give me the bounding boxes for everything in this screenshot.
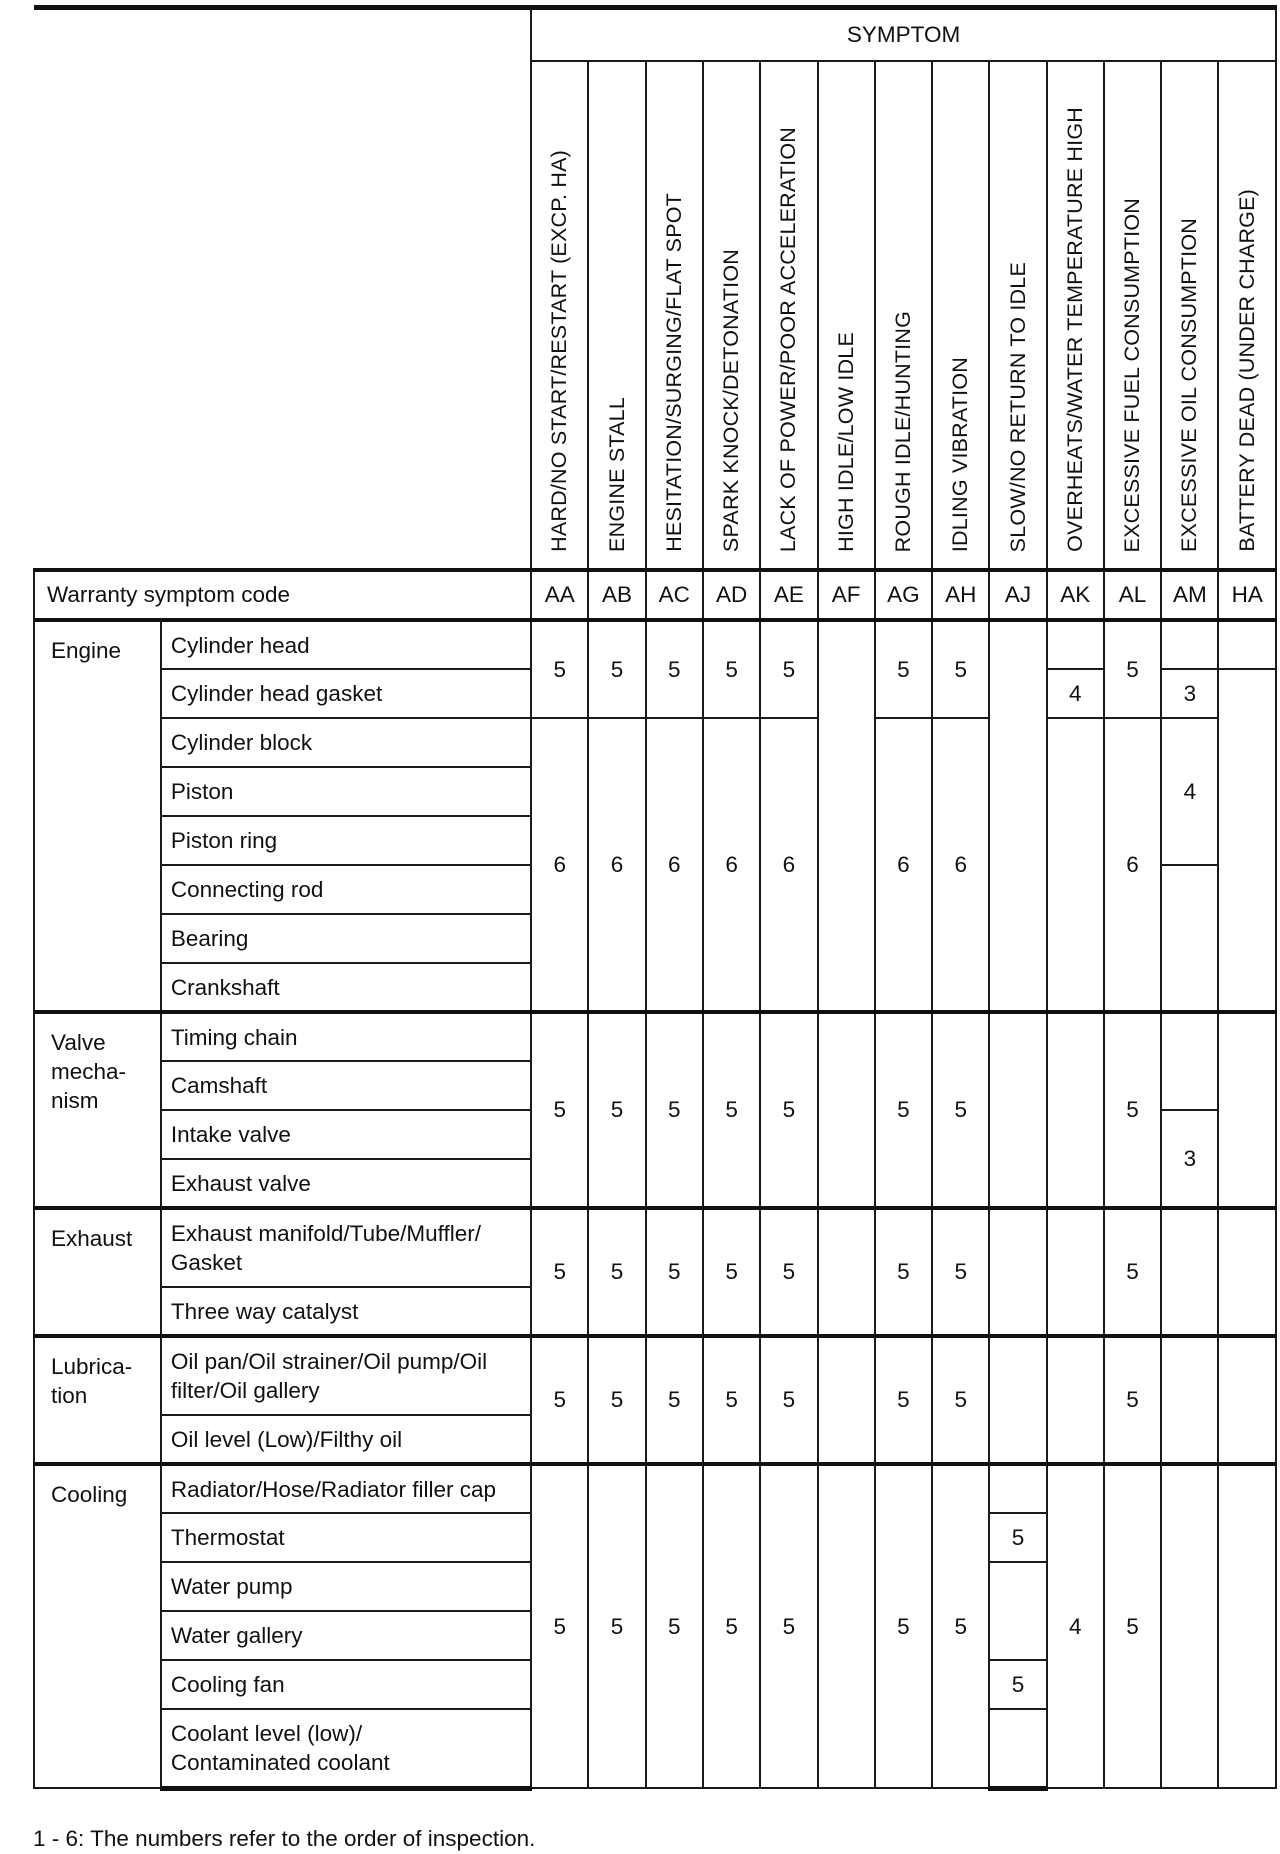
- empty-cell: [1161, 1336, 1218, 1464]
- symptom-header-af: [818, 61, 875, 570]
- value-cell: 5: [1104, 1208, 1161, 1336]
- item-cooling-fan: Cooling fan: [161, 1660, 531, 1709]
- value-cell: 5: [760, 1208, 817, 1336]
- value-cell: 4: [1161, 718, 1218, 865]
- value-cell: 5: [703, 1012, 760, 1208]
- symptom-label: HARD/NO START/RESTART (EXCP. HA): [547, 150, 572, 552]
- empty-cell: [989, 1562, 1046, 1660]
- item-timing-chain: Timing chain: [161, 1012, 531, 1061]
- code-af: AF: [818, 570, 875, 620]
- value-cell: 4: [1047, 1464, 1104, 1788]
- value-cell: 5: [760, 1012, 817, 1208]
- empty-cell: [1161, 865, 1218, 1012]
- empty-cell: [1218, 1012, 1276, 1208]
- item-thermostat: Thermostat: [161, 1513, 531, 1562]
- item-cylinder-head-gasket: Cylinder head gasket: [161, 669, 531, 718]
- value-cell: 5: [646, 1208, 703, 1336]
- symptom-header-ac: [646, 61, 703, 570]
- value-cell: 6: [531, 718, 588, 1012]
- value-cell: 5: [989, 1660, 1046, 1709]
- symptom-header-am: [1161, 61, 1218, 570]
- value-cell: 5: [932, 1208, 989, 1336]
- code-ad: AD: [703, 570, 760, 620]
- empty-cell: [1047, 1208, 1104, 1336]
- value-cell: 6: [1104, 718, 1161, 1012]
- value-cell: 4: [1047, 669, 1104, 718]
- value-cell: 6: [760, 718, 817, 1012]
- value-cell: 5: [875, 1464, 932, 1788]
- value-cell: 5: [531, 1336, 588, 1464]
- symptom-header-ha: [1218, 61, 1276, 570]
- symptom-label: SLOW/NO RETURN TO IDLE: [1005, 261, 1030, 552]
- value-cell: 5: [703, 1208, 760, 1336]
- symptom-label: BATTERY DEAD (UNDER CHARGE): [1234, 189, 1259, 552]
- value-cell: 6: [932, 718, 989, 1012]
- code-ah: AH: [932, 570, 989, 620]
- code-aj: AJ: [989, 570, 1046, 620]
- code-aa: AA: [531, 570, 588, 620]
- symptom-label: HIGH IDLE/LOW IDLE: [833, 332, 858, 552]
- item-cylinder-head: Cylinder head: [161, 620, 531, 669]
- value-cell: 5: [646, 1012, 703, 1208]
- empty-cell: [989, 620, 1046, 1012]
- item-connecting-rod: Connecting rod: [161, 865, 531, 914]
- value-cell: 6: [646, 718, 703, 1012]
- item-oil-pan: Oil pan/Oil strainer/Oil pump/Oil filter/Oil gallery: [161, 1336, 531, 1415]
- value-cell: 5: [1104, 620, 1161, 718]
- corner-blank: [34, 8, 531, 571]
- symptom-header-aa: [531, 61, 588, 570]
- symptom-header-ak: [1047, 61, 1104, 570]
- value-cell: 5: [932, 1464, 989, 1788]
- footnote: 1 - 6: The numbers refer to the order of inspection.: [33, 1826, 536, 1851]
- value-cell: 5: [703, 1464, 760, 1788]
- empty-cell: [1161, 1208, 1218, 1336]
- symptom-label: EXCESSIVE FUEL CONSUMPTION: [1120, 197, 1145, 552]
- symptom-label: HESITATION/SURGING/FLAT SPOT: [661, 193, 686, 552]
- empty-cell: [1161, 620, 1218, 669]
- value-cell: 5: [760, 1464, 817, 1788]
- value-cell: 6: [875, 718, 932, 1012]
- value-cell: 5: [760, 1336, 817, 1464]
- item-coolant-level: Coolant level (low)/ Contaminated coolant: [161, 1709, 531, 1788]
- item-piston: Piston: [161, 767, 531, 816]
- value-cell: 5: [932, 1336, 989, 1464]
- empty-cell: [989, 1012, 1046, 1208]
- value-cell: 5: [588, 1336, 645, 1464]
- empty-cell: [1218, 669, 1276, 1012]
- item-cylinder-block: Cylinder block: [161, 718, 531, 767]
- empty-cell: [1218, 1208, 1276, 1336]
- empty-cell: [1047, 620, 1104, 669]
- value-cell: 5: [1104, 1336, 1161, 1464]
- code-ab: AB: [588, 570, 645, 620]
- symptom-header-ae: [760, 61, 817, 570]
- warranty-code-label: Warranty symptom code: [34, 570, 531, 620]
- item-camshaft: Camshaft: [161, 1061, 531, 1110]
- symptom-label: SPARK KNOCK/DETONATION: [719, 248, 744, 552]
- symptom-label: ENGINE STALL: [604, 397, 629, 552]
- empty-cell: [989, 1709, 1046, 1788]
- category-cooling: Cooling: [34, 1464, 161, 1788]
- value-cell: 5: [932, 620, 989, 718]
- value-cell: 5: [531, 1208, 588, 1336]
- item-intake-valve: Intake valve: [161, 1110, 531, 1159]
- value-cell: 3: [1161, 669, 1218, 718]
- value-cell: 5: [875, 1336, 932, 1464]
- value-cell: 5: [646, 1336, 703, 1464]
- empty-cell: [1218, 1336, 1276, 1464]
- category-lubrication: Lubrica- tion: [34, 1336, 161, 1464]
- value-cell: 6: [588, 718, 645, 1012]
- value-cell: 5: [875, 620, 932, 718]
- value-cell: 5: [588, 620, 645, 718]
- symptom-label: ROUGH IDLE/HUNTING: [890, 310, 915, 552]
- item-crankshaft: Crankshaft: [161, 963, 531, 1012]
- item-exhaust-valve: Exhaust valve: [161, 1159, 531, 1208]
- item-piston-ring: Piston ring: [161, 816, 531, 865]
- empty-cell: [989, 1336, 1046, 1464]
- value-cell: 5: [646, 1464, 703, 1788]
- symptom-inspection-table: [33, 5, 1277, 1791]
- code-ak: AK: [1047, 570, 1104, 620]
- value-cell: 5: [531, 620, 588, 718]
- empty-cell: [818, 1464, 875, 1788]
- symptom-label: OVERHEATS/WATER TEMPERATURE HIGH: [1062, 107, 1087, 552]
- symptom-title: SYMPTOM: [531, 8, 1276, 62]
- value-cell: 5: [1104, 1464, 1161, 1788]
- empty-cell: [818, 1336, 875, 1464]
- value-cell: 5: [588, 1012, 645, 1208]
- value-cell: 5: [588, 1464, 645, 1788]
- empty-cell: [989, 1208, 1046, 1336]
- empty-cell: [1047, 1336, 1104, 1464]
- empty-cell: [1047, 1012, 1104, 1208]
- empty-cell: [818, 1012, 875, 1208]
- symptom-header-al: [1104, 61, 1161, 570]
- empty-cell: [818, 1208, 875, 1336]
- empty-cell: [818, 620, 875, 1012]
- value-cell: 5: [760, 620, 817, 718]
- item-oil-level: Oil level (Low)/Filthy oil: [161, 1415, 531, 1464]
- empty-cell: [1218, 1464, 1276, 1788]
- empty-cell: [1218, 620, 1276, 669]
- value-cell: 5: [1104, 1012, 1161, 1208]
- value-cell: 5: [531, 1012, 588, 1208]
- item-bearing: Bearing: [161, 914, 531, 963]
- value-cell: 5: [531, 1464, 588, 1788]
- empty-cell: [989, 1464, 1046, 1513]
- symptom-header-aj: [989, 61, 1046, 570]
- item-radiator: Radiator/Hose/Radiator filler cap: [161, 1464, 531, 1513]
- empty-cell: [1161, 1012, 1218, 1110]
- category-valve-mechanism: Valve mecha- nism: [34, 1012, 161, 1208]
- value-cell: 5: [646, 620, 703, 718]
- empty-cell: [1047, 718, 1104, 1012]
- empty-cell: [1161, 1464, 1218, 1788]
- item-water-pump: Water pump: [161, 1562, 531, 1611]
- value-cell: 5: [932, 1012, 989, 1208]
- symptom-header-ah: [932, 61, 989, 570]
- symptom-header-ad: [703, 61, 760, 570]
- code-ha: HA: [1218, 570, 1276, 620]
- value-cell: 5: [703, 1336, 760, 1464]
- symptom-header-ag: [875, 61, 932, 570]
- item-water-gallery: Water gallery: [161, 1611, 531, 1660]
- code-ae: AE: [760, 570, 817, 620]
- symptom-label: LACK OF POWER/POOR ACCELERATION: [776, 126, 801, 552]
- code-ac: AC: [646, 570, 703, 620]
- item-exhaust-manifold: Exhaust manifold/Tube/Muffler/ Gasket: [161, 1208, 531, 1287]
- value-cell: 5: [989, 1513, 1046, 1562]
- category-exhaust: Exhaust: [34, 1208, 161, 1336]
- value-cell: 3: [1161, 1110, 1218, 1208]
- value-cell: 5: [588, 1208, 645, 1336]
- item-three-way-catalyst: Three way catalyst: [161, 1287, 531, 1336]
- category-engine: Engine: [34, 620, 161, 1012]
- value-cell: 5: [875, 1012, 932, 1208]
- code-al: AL: [1104, 570, 1161, 620]
- code-ag: AG: [875, 570, 932, 620]
- symptom-label: EXCESSIVE OIL CONSUMPTION: [1177, 218, 1202, 552]
- value-cell: 6: [703, 718, 760, 1012]
- symptom-header-ab: [588, 61, 645, 570]
- code-am: AM: [1161, 570, 1218, 620]
- value-cell: 5: [703, 620, 760, 718]
- inspection-table-document: [33, 5, 1277, 1791]
- symptom-label: IDLING VIBRATION: [948, 356, 973, 552]
- value-cell: 5: [875, 1208, 932, 1336]
